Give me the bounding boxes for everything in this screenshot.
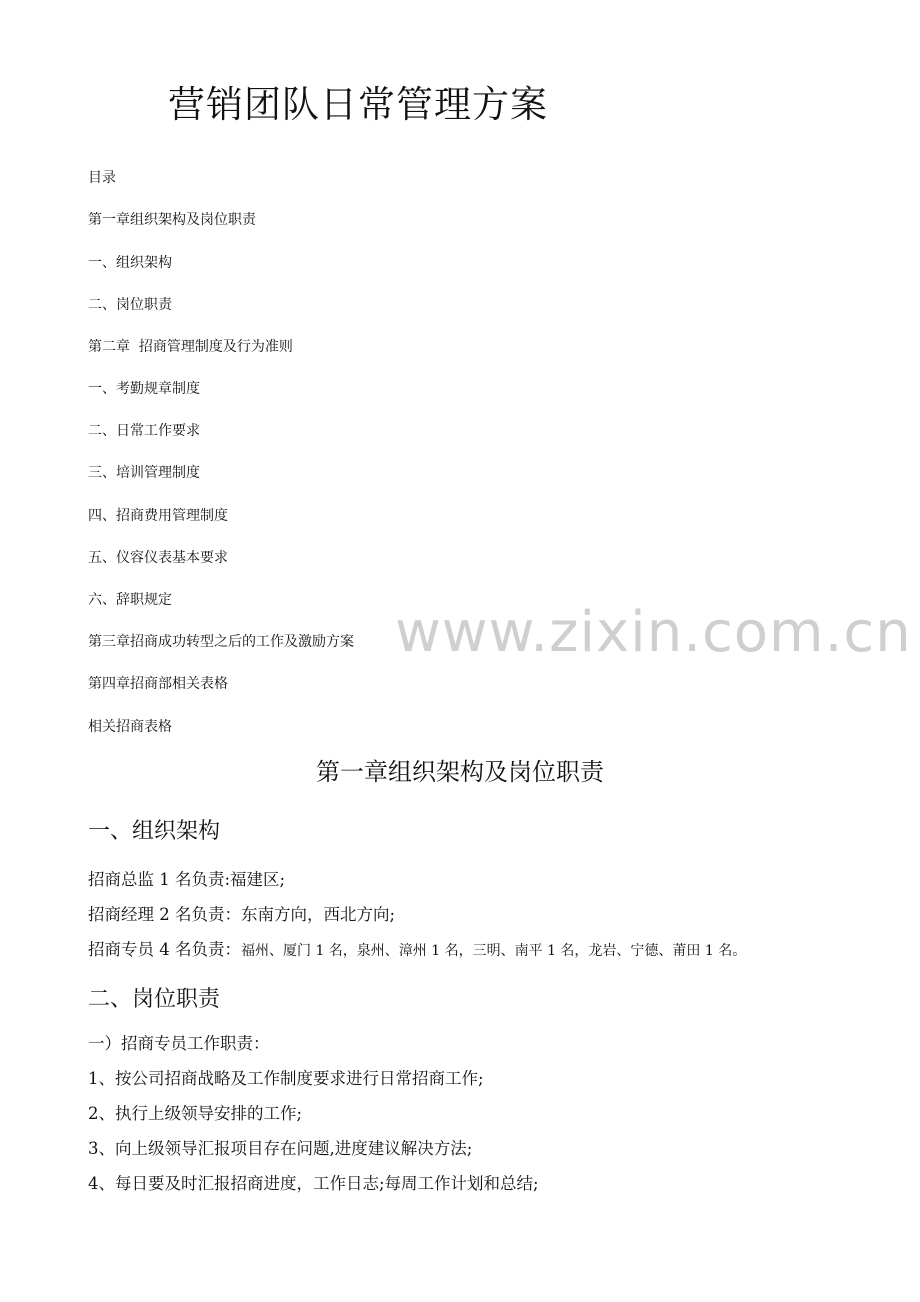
toc-item: 二、日常工作要求: [88, 423, 200, 439]
section-heading: 二、岗位职责: [88, 987, 221, 1012]
body-line: 一）招商专员工作职责：: [88, 1034, 270, 1053]
toc-item: 六、辞职规定: [88, 592, 172, 608]
body-line-prefix: 招商专员 4 名负责：: [88, 940, 241, 959]
body-line: [88, 936, 746, 960]
body-line: 招商经理 2 名负责：东南方向，西北方向;: [88, 905, 396, 924]
body-line: 2、执行上级领导安排的工作;: [88, 1104, 303, 1123]
body-line: 1、按公司招商战略及工作制度要求进行日常招商工作;: [88, 1069, 484, 1088]
toc-item: 相关招商表格: [88, 719, 172, 735]
toc-item: 第四章招商部相关表格: [88, 676, 228, 692]
toc-item: 五、仪容仪表基本要求: [88, 550, 228, 566]
toc-item: 一、组织架构: [88, 255, 172, 271]
body-line: 招商总监 1 名负责:福建区;: [88, 870, 286, 889]
chapter-heading: 第一章组织架构及岗位职责: [316, 758, 604, 786]
toc-item: 二、岗位职责: [88, 297, 172, 313]
section-heading: 一、组织架构: [88, 819, 221, 844]
toc-item: 第一章组织架构及岗位职责: [88, 212, 256, 228]
toc-item: 四、招商费用管理制度: [88, 508, 228, 524]
body-line: 3、向上级领导汇报项目存在问题,进度建议解决方法;: [88, 1139, 473, 1158]
toc-item: 第三章招商成功转型之后的工作及激励方案: [88, 634, 354, 650]
document-title: 营销团队日常管理方案: [168, 83, 548, 126]
toc-heading: 目录: [88, 170, 116, 186]
body-line-rest: 福州、厦门 1 名，泉州、漳州 1 名，三明、南平 1 名，龙岩、宁德、莆田 1 名。: [241, 943, 747, 959]
toc-item: 三、培训管理制度: [88, 465, 200, 481]
toc-item: 第二章 招商管理制度及行为准则: [88, 339, 293, 355]
body-line: 4、每日要及时汇报招商进度，工作日志;每周工作计划和总结;: [88, 1174, 539, 1193]
watermark: www.zixin.com.cn: [395, 600, 912, 665]
toc-item: 一、考勤规章制度: [88, 381, 200, 397]
